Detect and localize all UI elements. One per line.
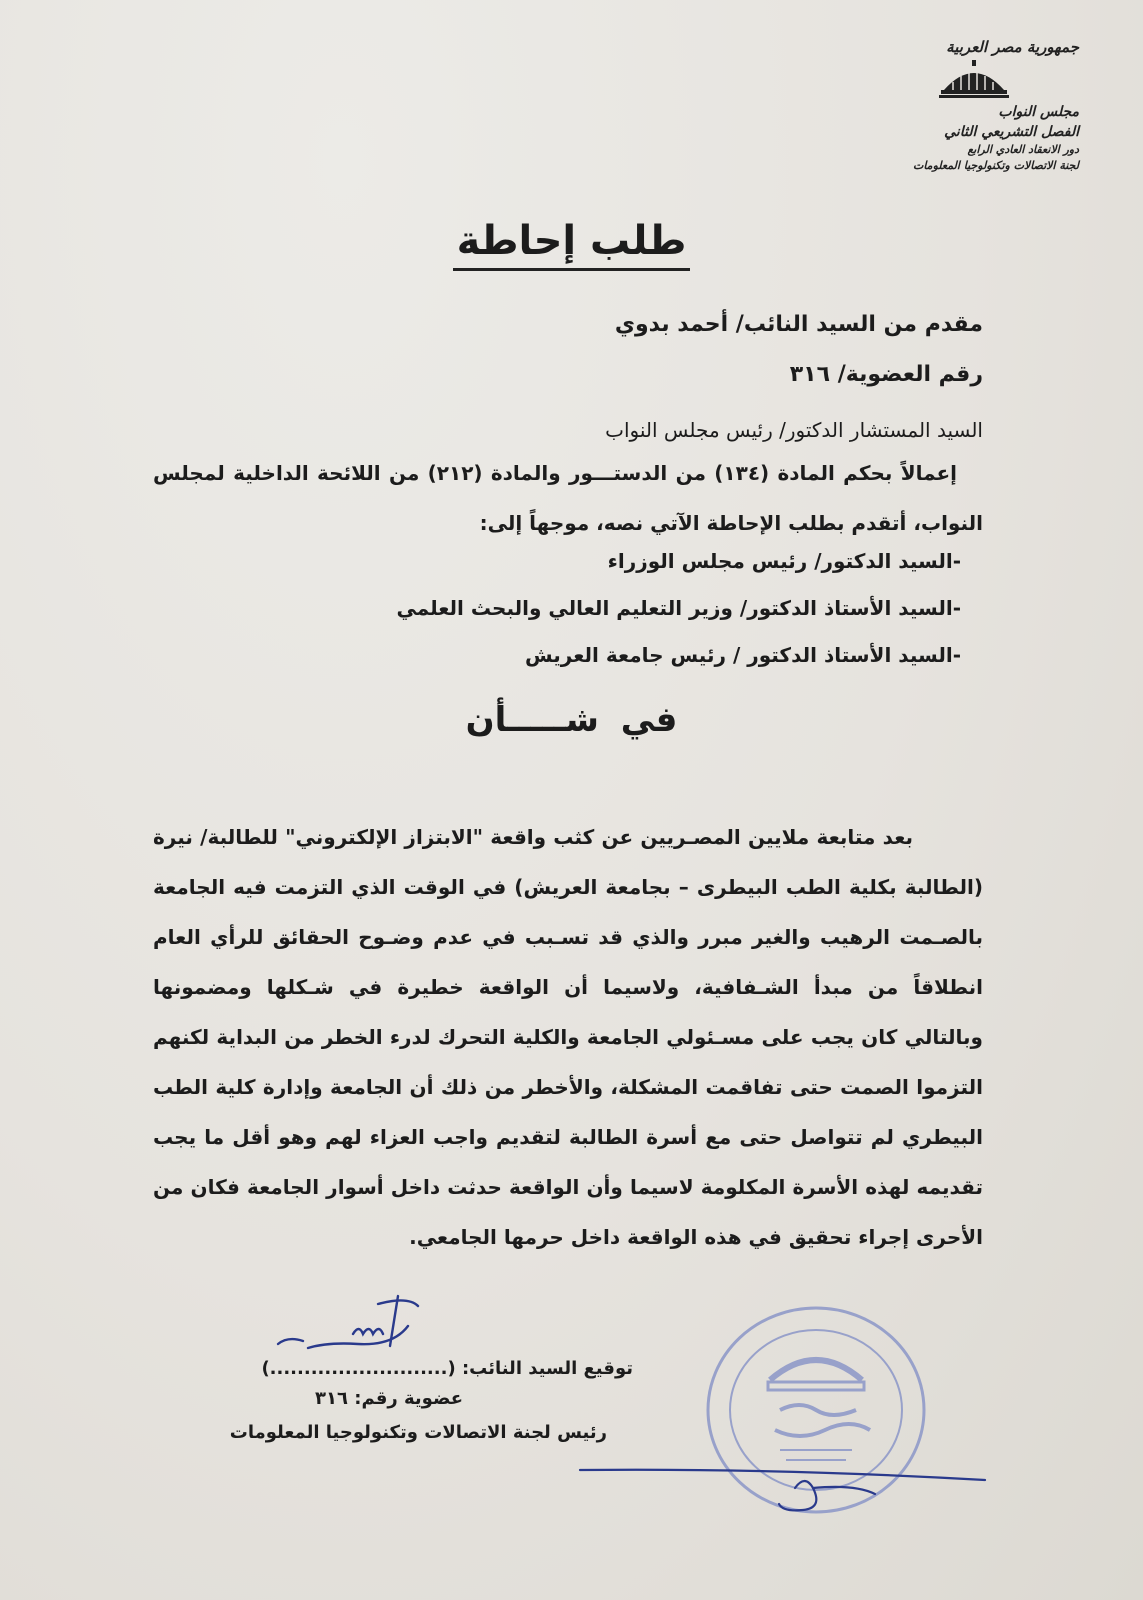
letterhead-round: دور الانعقاد العادي الرابع	[967, 143, 1079, 156]
body-paragraph: بعد متابعة ملايين المصـريين عن كثب واقعة "الابتزاز الإلكتروني" للطالبة/ نيرة (الطالبة بكلية الطب البيطرى – بجامعة العريش) في الوقت الذي التزمت فيه الجامعة بالصـمت الرهيب والغير مبرر والذي قد تسـبب في عدم وضـوح الحقائق للرأي العام انطلاقاً من مبدأ الشـفافية، ولاسيما أن الواقعة خطيرة في شـكلها ومضمونها وبالتالي كان يجب على مسـئولي الجامعة والكلية التحرك لدرء الخطر من البداية لكنهم التزموا الصمت حتى تفاقمت المشكلة، والأخطر من ذلك أن الجامعة وإدارة كلية الطب البيطري لم تتواصل حتى مع أسرة الطالبة لتقديم واجب العزاء لهم وهو أقل ما يجب تقديمه لهذه الأسرة المكلومة لاسيما وأن الواقعة حدثت داخل أسوار الجامعة فكان من الأحرى إجراء تحقيق في هذه الواقعة داخل حرمها الجامعي.	[153, 825, 983, 1249]
parliament-dome-icon	[939, 60, 1009, 100]
recipient-item: -السيد الأستاذ الدكتور/ وزير التعليم العالي والبحث العلمي	[396, 596, 961, 620]
document-title	[0, 218, 1143, 264]
recipient-item: -السيد الأستاذ الدكتور / رئيس جامعة العريش	[525, 643, 961, 667]
membership-number: رقم العضوية/ ٣١٦	[789, 362, 983, 387]
submitted-by: مقدم من السيد النائب/ أحمد بدوي	[614, 312, 983, 337]
letterhead-session: الفصل التشريعي الثاني	[944, 124, 1079, 140]
letterhead	[879, 38, 1079, 174]
letterhead-country: جمهورية مصر العربية	[946, 38, 1079, 56]
subject-heading: في شـــــأن	[465, 700, 678, 740]
recipients-list	[396, 538, 961, 679]
handwritten-signature-icon	[208, 1286, 468, 1366]
addressee: السيد المستشار الدكتور/ رئيس مجلس النواب	[605, 418, 983, 442]
intro-paragraph: إعمالاً بحكم المادة (١٣٤) من الدستـــور والمادة (٢١٢) من اللائحة الداخلية لمجلس النواب، أتقدم بطلب الإحاطة الآتي نصه، موجهاً إلى:	[153, 461, 983, 535]
letterhead-committee: لجنة الاتصالات وتكنولوجيا المعلومات	[912, 159, 1079, 172]
signature-membership: عضوية رقم: ٣١٦	[315, 1388, 463, 1409]
signature-label: توقيع السيد النائب: (..........................)	[261, 1358, 633, 1379]
signature-position: رئيس لجنة الاتصالات وتكنولوجيا المعلومات	[229, 1422, 607, 1443]
handwritten-initial-icon	[575, 1458, 995, 1528]
letterhead-institution: مجلس النواب	[998, 104, 1079, 120]
recipient-item: -السيد الدكتور/ رئيس مجلس الوزراء	[607, 549, 961, 573]
document-title-text: طلب إحاطة	[453, 218, 691, 271]
